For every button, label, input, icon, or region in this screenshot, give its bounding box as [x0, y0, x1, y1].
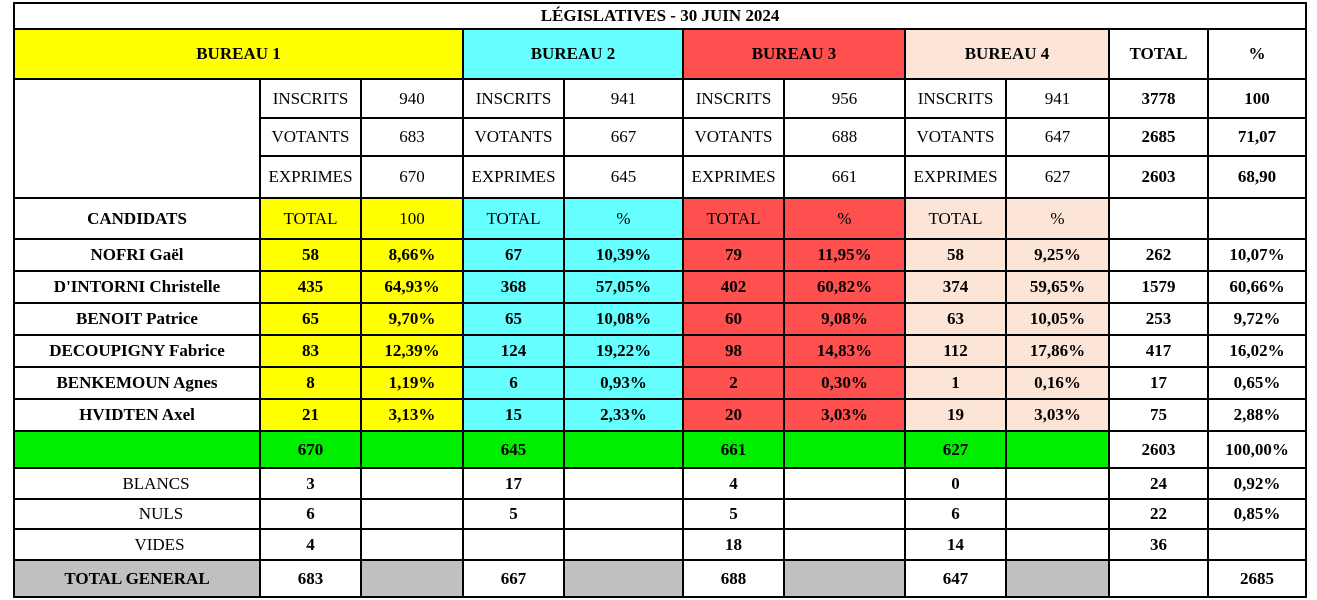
stat-value: 956 — [784, 79, 905, 118]
empty-cell — [564, 560, 683, 597]
candidate-name: BENKEMOUN Agnes — [14, 367, 260, 399]
b4-pct: 59,65% — [1006, 271, 1109, 303]
grand-total: 2603 — [1109, 431, 1208, 468]
candidate-total: 17 — [1109, 367, 1208, 399]
bureau-header-row — [14, 29, 1306, 79]
b4-votes: 1 — [905, 367, 1006, 399]
candidate-row — [14, 303, 1306, 335]
b1-pct: 9,70% — [361, 303, 463, 335]
b1-value: 3 — [260, 468, 361, 499]
empty-cell — [784, 431, 905, 468]
b1-pct: 3,13% — [361, 399, 463, 431]
empty-cell — [564, 468, 683, 499]
total-general-label: TOTAL GENERAL — [14, 560, 260, 597]
candidate-row — [14, 399, 1306, 431]
b3-pct: 60,82% — [784, 271, 905, 303]
b4-pct: 10,05% — [1006, 303, 1109, 335]
stat-label: EXPRIMES — [683, 156, 784, 198]
extra-label: BLANCS — [14, 468, 260, 499]
extra-pct — [1208, 529, 1306, 560]
b1-votes: 435 — [260, 271, 361, 303]
b1-pct: 12,39% — [361, 335, 463, 367]
candidate-name: HVIDTEN Axel — [14, 399, 260, 431]
candidates-header-row — [14, 198, 1306, 239]
b1-votes: 83 — [260, 335, 361, 367]
pct-header: % — [1208, 29, 1306, 79]
b2-pct: 10,08% — [564, 303, 683, 335]
b3-pct: 11,95% — [784, 239, 905, 271]
candidate-pct: 10,07% — [1208, 239, 1306, 271]
b4-value: 6 — [905, 499, 1006, 529]
empty-cell — [1006, 468, 1109, 499]
b2-pct: 10,39% — [564, 239, 683, 271]
b1-pct: 1,19% — [361, 367, 463, 399]
extra-row-nuls — [14, 499, 1306, 529]
stat-value: 941 — [1006, 79, 1109, 118]
b2-votes: 15 — [463, 399, 564, 431]
extra-label: NULS — [14, 499, 260, 529]
b1-votes: 21 — [260, 399, 361, 431]
b3-pct: 9,08% — [784, 303, 905, 335]
total-general-total — [1109, 560, 1208, 597]
b3-votes: 79 — [683, 239, 784, 271]
stat-value: 627 — [1006, 156, 1109, 198]
total-general-value: 2685 — [1208, 560, 1306, 597]
candidates-label: CANDIDATS — [14, 198, 260, 239]
empty-cell — [361, 499, 463, 529]
b4-votes: 63 — [905, 303, 1006, 335]
candidate-name: D'INTORNI Christelle — [14, 271, 260, 303]
stat-label: EXPRIMES — [260, 156, 361, 198]
b2-total-header: TOTAL — [463, 198, 564, 239]
b3-value: 18 — [683, 529, 784, 560]
b4-votes: 112 — [905, 335, 1006, 367]
extra-pct: 0,92% — [1208, 468, 1306, 499]
b3-votes: 2 — [683, 367, 784, 399]
empty-cell — [1109, 198, 1208, 239]
empty-cell — [784, 468, 905, 499]
b4-votes: 19 — [905, 399, 1006, 431]
empty-cell — [1006, 529, 1109, 560]
stat-label: INSCRITS — [260, 79, 361, 118]
empty-cell — [1006, 560, 1109, 597]
b1-total-general: 683 — [260, 560, 361, 597]
extra-label: VIDES — [14, 529, 260, 560]
b2-pct: 57,05% — [564, 271, 683, 303]
b4-votes: 58 — [905, 239, 1006, 271]
empty-cell — [564, 529, 683, 560]
stat-label: VOTANTS — [260, 118, 361, 156]
b3-pct: 14,83% — [784, 335, 905, 367]
b2-total-general: 667 — [463, 560, 564, 597]
b3-votes: 402 — [683, 271, 784, 303]
candidate-row — [14, 367, 1306, 399]
candidate-name: BENOIT Patrice — [14, 303, 260, 335]
bureau-4-header: BUREAU 4 — [905, 29, 1109, 79]
b3-total-general: 688 — [683, 560, 784, 597]
b1-value: 4 — [260, 529, 361, 560]
b2-pct: 2,33% — [564, 399, 683, 431]
empty-cell — [564, 431, 683, 468]
extra-row-blancs — [14, 468, 1306, 499]
candidate-row — [14, 271, 1306, 303]
candidate-row — [14, 239, 1306, 271]
stat-label: INSCRITS — [683, 79, 784, 118]
b4-pct: 9,25% — [1006, 239, 1109, 271]
candidate-pct: 2,88% — [1208, 399, 1306, 431]
b4-pct: 17,86% — [1006, 335, 1109, 367]
page-title: LÉGISLATIVES - 30 JUIN 2024 — [14, 3, 1306, 29]
b2-pct-header: % — [564, 198, 683, 239]
extra-pct: 0,85% — [1208, 499, 1306, 529]
b1-votes: 65 — [260, 303, 361, 335]
stat-pct: 71,07 — [1208, 118, 1306, 156]
empty-cell — [784, 499, 905, 529]
candidate-row — [14, 335, 1306, 367]
b4-value: 14 — [905, 529, 1006, 560]
empty-cell — [361, 560, 463, 597]
stat-value: 661 — [784, 156, 905, 198]
b1-pct-header: 100 — [361, 198, 463, 239]
b4-value: 0 — [905, 468, 1006, 499]
b3-votes: 60 — [683, 303, 784, 335]
results-table — [13, 2, 1307, 598]
extra-total: 36 — [1109, 529, 1208, 560]
bureau-1-header: BUREAU 1 — [14, 29, 463, 79]
stat-label: EXPRIMES — [463, 156, 564, 198]
b1-total: 670 — [260, 431, 361, 468]
stat-label: VOTANTS — [905, 118, 1006, 156]
b4-total-general: 647 — [905, 560, 1006, 597]
b1-value: 6 — [260, 499, 361, 529]
empty-cell — [784, 529, 905, 560]
empty-cell — [1006, 499, 1109, 529]
empty-cell — [361, 468, 463, 499]
b2-value: 5 — [463, 499, 564, 529]
candidate-total: 253 — [1109, 303, 1208, 335]
candidate-name: DECOUPIGNY Fabrice — [14, 335, 260, 367]
candidate-pct: 60,66% — [1208, 271, 1306, 303]
stat-total: 3778 — [1109, 79, 1208, 118]
empty-cell — [361, 529, 463, 560]
b2-votes: 65 — [463, 303, 564, 335]
stat-label: INSCRITS — [905, 79, 1006, 118]
candidate-total: 75 — [1109, 399, 1208, 431]
b1-pct: 64,93% — [361, 271, 463, 303]
total-header: TOTAL — [1109, 29, 1208, 79]
b2-pct: 19,22% — [564, 335, 683, 367]
empty-cell — [361, 431, 463, 468]
totals-row — [14, 431, 1306, 468]
b3-votes: 98 — [683, 335, 784, 367]
b3-pct: 3,03% — [784, 399, 905, 431]
b3-total-header: TOTAL — [683, 198, 784, 239]
b3-value: 4 — [683, 468, 784, 499]
b1-votes: 8 — [260, 367, 361, 399]
total-general-row — [14, 560, 1306, 597]
stat-label: EXPRIMES — [905, 156, 1006, 198]
b4-total-header: TOTAL — [905, 198, 1006, 239]
bureau-2-header: BUREAU 2 — [463, 29, 683, 79]
b1-total-header: TOTAL — [260, 198, 361, 239]
stat-value: 683 — [361, 118, 463, 156]
empty-cell — [14, 431, 260, 468]
candidate-total: 262 — [1109, 239, 1208, 271]
stat-label: INSCRITS — [463, 79, 564, 118]
b3-pct: 0,30% — [784, 367, 905, 399]
candidate-name: NOFRI Gaël — [14, 239, 260, 271]
b4-pct: 3,03% — [1006, 399, 1109, 431]
empty-cell — [1208, 198, 1306, 239]
stat-label: VOTANTS — [463, 118, 564, 156]
b2-pct: 0,93% — [564, 367, 683, 399]
stat-total: 2685 — [1109, 118, 1208, 156]
b3-total: 661 — [683, 431, 784, 468]
b2-votes: 67 — [463, 239, 564, 271]
stat-pct: 100 — [1208, 79, 1306, 118]
candidate-pct: 16,02% — [1208, 335, 1306, 367]
stat-label: VOTANTS — [683, 118, 784, 156]
b4-pct: 0,16% — [1006, 367, 1109, 399]
b2-votes: 368 — [463, 271, 564, 303]
b2-total: 645 — [463, 431, 564, 468]
grand-total-pct: 100,00% — [1208, 431, 1306, 468]
b4-pct-header: % — [1006, 198, 1109, 239]
extra-total: 24 — [1109, 468, 1208, 499]
candidate-total: 1579 — [1109, 271, 1208, 303]
stat-value: 645 — [564, 156, 683, 198]
b4-votes: 374 — [905, 271, 1006, 303]
bureau-3-header: BUREAU 3 — [683, 29, 905, 79]
extra-total: 22 — [1109, 499, 1208, 529]
empty-cell — [784, 560, 905, 597]
b2-value — [463, 529, 564, 560]
candidate-pct: 9,72% — [1208, 303, 1306, 335]
b3-value: 5 — [683, 499, 784, 529]
b1-pct: 8,66% — [361, 239, 463, 271]
b1-votes: 58 — [260, 239, 361, 271]
stats-row-inscrits — [14, 79, 1306, 118]
empty-cell — [1006, 431, 1109, 468]
b2-value: 17 — [463, 468, 564, 499]
stat-value: 940 — [361, 79, 463, 118]
stat-total: 2603 — [1109, 156, 1208, 198]
candidate-pct: 0,65% — [1208, 367, 1306, 399]
stat-value: 688 — [784, 118, 905, 156]
b2-votes: 124 — [463, 335, 564, 367]
extra-row-vides — [14, 529, 1306, 560]
b3-pct-header: % — [784, 198, 905, 239]
stat-value: 647 — [1006, 118, 1109, 156]
empty-cell — [14, 79, 260, 198]
empty-cell — [564, 499, 683, 529]
stat-pct: 68,90 — [1208, 156, 1306, 198]
stat-value: 667 — [564, 118, 683, 156]
b3-votes: 20 — [683, 399, 784, 431]
b2-votes: 6 — [463, 367, 564, 399]
stat-value: 941 — [564, 79, 683, 118]
b4-total: 627 — [905, 431, 1006, 468]
candidate-total: 417 — [1109, 335, 1208, 367]
stat-value: 670 — [361, 156, 463, 198]
